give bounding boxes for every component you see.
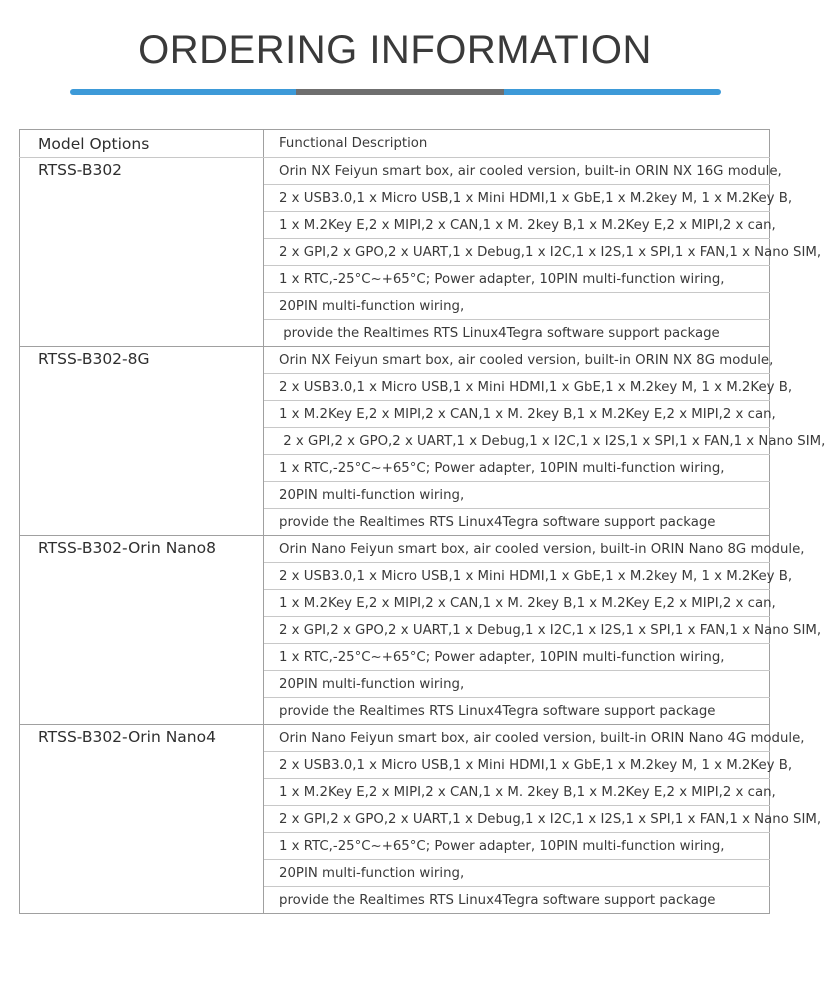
description-line: 1 x RTC,-25°C~+65°C; Power adapter, 10PIN multi-function wiring, <box>264 266 770 293</box>
header-functional-description: Functional Description <box>264 130 770 158</box>
description-line: 1 x RTC,-25°C~+65°C; Power adapter, 10PIN multi-function wiring, <box>264 455 770 482</box>
description-line: 20PIN multi-function wiring, <box>264 860 770 887</box>
description-line: 20PIN multi-function wiring, <box>264 671 770 698</box>
table-row <box>20 536 770 563</box>
description-line: provide the Realtimes RTS Linux4Tegra software support package <box>264 698 770 725</box>
description-line: 1 x M.2Key E,2 x MIPI,2 x CAN,1 x M. 2key B,1 x M.2Key E,2 x MIPI,2 x can, <box>264 590 770 617</box>
description-line: 2 x GPI,2 x GPO,2 x UART,1 x Debug,1 x I2C,1 x I2S,1 x SPI,1 x FAN,1 x Nano SIM, <box>264 428 770 455</box>
description-line: provide the Realtimes RTS Linux4Tegra software support package <box>264 509 770 536</box>
title-underline-blue-right <box>504 89 721 95</box>
description-line: 2 x USB3.0,1 x Micro USB,1 x Mini HDMI,1 x GbE,1 x M.2key M, 1 x M.2Key B, <box>264 563 770 590</box>
title-underline-blue-left <box>70 89 296 95</box>
description-line: 1 x RTC,-25°C~+65°C; Power adapter, 10PIN multi-function wiring, <box>264 833 770 860</box>
model-option-cell: RTSS-B302 <box>20 158 264 347</box>
table-row <box>20 725 770 752</box>
description-line: 2 x USB3.0,1 x Micro USB,1 x Mini HDMI,1 x GbE,1 x M.2key M, 1 x M.2Key B, <box>264 374 770 401</box>
description-line: 1 x M.2Key E,2 x MIPI,2 x CAN,1 x M. 2key B,1 x M.2Key E,2 x MIPI,2 x can, <box>264 401 770 428</box>
description-line: 1 x M.2Key E,2 x MIPI,2 x CAN,1 x M. 2key B,1 x M.2Key E,2 x MIPI,2 x can, <box>264 779 770 806</box>
table-row <box>20 347 770 374</box>
description-line: 2 x USB3.0,1 x Micro USB,1 x Mini HDMI,1 x GbE,1 x M.2key M, 1 x M.2Key B, <box>264 185 770 212</box>
title-underline-gray-center <box>296 89 504 95</box>
description-line: provide the Realtimes RTS Linux4Tegra software support package <box>264 887 770 914</box>
description-line: 2 x GPI,2 x GPO,2 x UART,1 x Debug,1 x I2C,1 x I2S,1 x SPI,1 x FAN,1 x Nano SIM, <box>264 617 770 644</box>
description-line: Orin Nano Feiyun smart box, air cooled version, built-in ORIN Nano 8G module, <box>264 536 770 563</box>
description-line: provide the Realtimes RTS Linux4Tegra software support package <box>264 320 770 347</box>
description-line: Orin Nano Feiyun smart box, air cooled version, built-in ORIN Nano 4G module, <box>264 725 770 752</box>
description-line: 20PIN multi-function wiring, <box>264 293 770 320</box>
table-row <box>20 158 770 185</box>
header-model-options: Model Options <box>20 130 264 158</box>
model-option-cell: RTSS-B302-Orin Nano4 <box>20 725 264 914</box>
description-line: 1 x M.2Key E,2 x MIPI,2 x CAN,1 x M. 2key B,1 x M.2Key E,2 x MIPI,2 x can, <box>264 212 770 239</box>
page-title: ORDERING INFORMATION <box>138 28 652 72</box>
ordering-table-body <box>20 130 825 914</box>
description-line: 20PIN multi-function wiring, <box>264 482 770 509</box>
description-line: 2 x GPI,2 x GPO,2 x UART,1 x Debug,1 x I2C,1 x I2S,1 x SPI,1 x FAN,1 x Nano SIM, <box>264 239 770 266</box>
description-line: Orin NX Feiyun smart box, air cooled version, built-in ORIN NX 16G module, <box>264 158 770 185</box>
description-line: 2 x USB3.0,1 x Micro USB,1 x Mini HDMI,1 x GbE,1 x M.2key M, 1 x M.2Key B, <box>264 752 770 779</box>
description-line: Orin NX Feiyun smart box, air cooled version, built-in ORIN NX 8G module, <box>264 347 770 374</box>
ordering-table <box>19 129 825 914</box>
model-option-cell: RTSS-B302-Orin Nano8 <box>20 536 264 725</box>
table-header-row <box>20 130 770 158</box>
description-line: 2 x GPI,2 x GPO,2 x UART,1 x Debug,1 x I2C,1 x I2S,1 x SPI,1 x FAN,1 x Nano SIM, <box>264 806 770 833</box>
model-option-cell: RTSS-B302-8G <box>20 347 264 536</box>
description-line: 1 x RTC,-25°C~+65°C; Power adapter, 10PIN multi-function wiring, <box>264 644 770 671</box>
